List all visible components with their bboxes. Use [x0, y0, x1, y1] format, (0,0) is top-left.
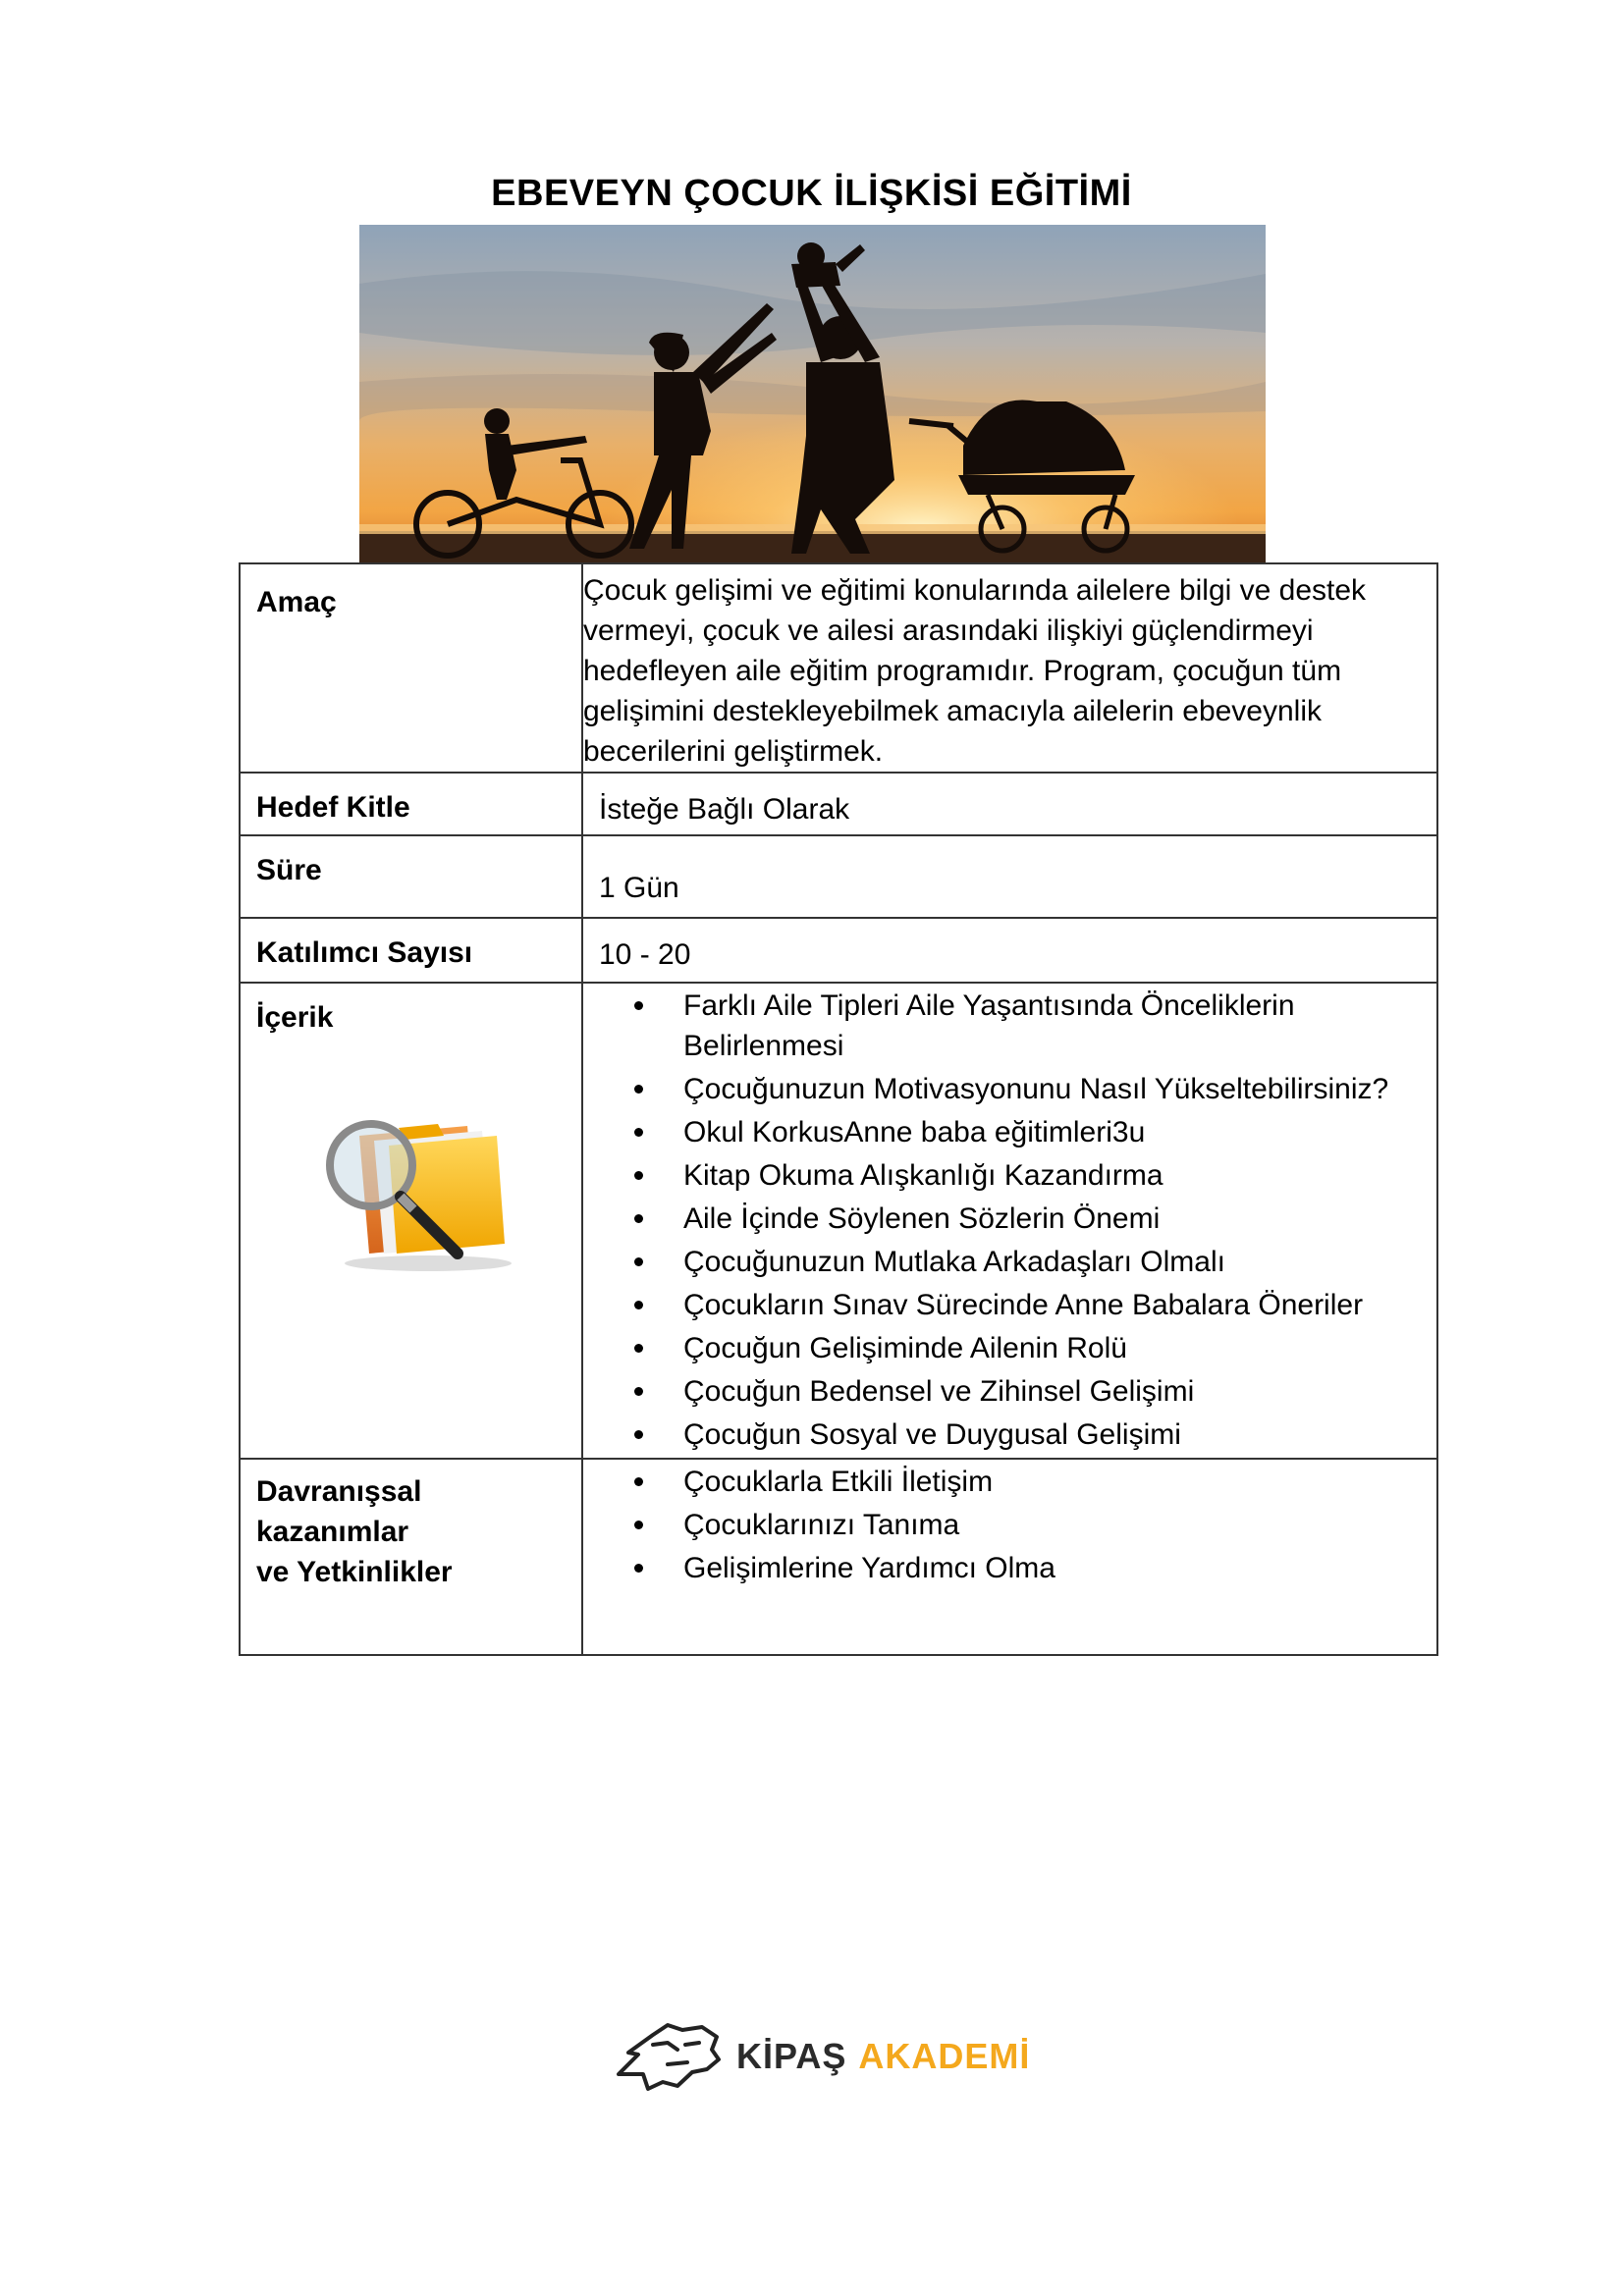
amac-text: Çocuk gelişimi ve eğitimi konularında ailelere bilgi ve destek vermeyi, çocuk ve ailesi arasındaki ilişkiyi güçlendirmeyi hedefleyen aile eğitim programıdır. Program, çocuğun tüm gelişimini destekleyebilmek amacıyla ailelerin ebeveynlik becerilerini geliştirmek.: [583, 574, 1367, 768]
lion-head-logo-icon: [609, 2015, 727, 2099]
value-amac: [582, 563, 1437, 773]
list-item: Kitap Okuma Alışkanlığı Kazandırma: [634, 1155, 1436, 1196]
icerik-list: [583, 986, 1436, 1455]
label-icerik-cell: [240, 983, 582, 1459]
kipas-akademi-logo: [609, 2017, 1030, 2096]
hedef-text: İsteğe Bağlı Olarak: [599, 793, 850, 826]
label-davranissal: [240, 1459, 582, 1655]
value-hedef: [582, 773, 1437, 835]
row-amac: [240, 563, 1437, 773]
list-item: Çocuğunuzun Motivasyonunu Nasıl Yükseltebilirsiniz?: [634, 1069, 1436, 1109]
value-davranissal: [582, 1459, 1437, 1655]
list-item: Çocuklarla Etkili İletişim: [634, 1462, 1436, 1502]
list-item: Çocuğun Sosyal ve Duygusal Gelişimi: [634, 1415, 1436, 1455]
list-item: Farklı Aile Tipleri Aile Yaşantısında Önceliklerin Belirlenmesi: [634, 986, 1436, 1066]
page-title: EBEVEYN ÇOCUK İLİŞKİSİ EĞİTİMİ: [491, 173, 1132, 214]
davranissal-list: [583, 1462, 1436, 1588]
list-item: Çocuğun Bedensel ve Zihinsel Gelişimi: [634, 1371, 1436, 1412]
list-item: Aile İçinde Söylenen Sözlerin Önemi: [634, 1199, 1436, 1239]
list-item: Çocukların Sınav Sürecinde Anne Babalara Öneriler: [634, 1285, 1436, 1325]
label-hedef: Hedef Kitle: [240, 773, 582, 835]
list-item: Çocuğun Gelişiminde Ailenin Rolü: [634, 1328, 1436, 1368]
row-hedef: [240, 773, 1437, 835]
info-table: [239, 562, 1438, 1656]
label-davranissal-line1: Davranışsal kazanımlar: [256, 1475, 422, 1548]
label-sure: Süre: [240, 835, 582, 918]
list-item: Okul KorkusAnne baba eğitimleri3u: [634, 1112, 1436, 1152]
value-sure: [582, 835, 1437, 918]
value-katilimci: [582, 918, 1437, 983]
family-sunset-photo: [359, 225, 1266, 562]
label-amac: Amaç: [240, 563, 582, 773]
row-davranissal: [240, 1459, 1437, 1655]
logo-text-kipas: KİPAŞ: [736, 2036, 847, 2076]
row-sure: [240, 835, 1437, 918]
list-item: Gelişimlerine Yardımcı Olma: [634, 1548, 1436, 1588]
list-item: Çocuğunuzun Mutlaka Arkadaşları Olmalı: [634, 1242, 1436, 1282]
label-davranissal-line2: ve Yetkinlikler: [256, 1556, 453, 1588]
value-icerik: [582, 983, 1437, 1459]
label-katilimci: Katılımcı Sayısı: [240, 918, 582, 983]
logo-text-akademi: AKADEMİ: [858, 2036, 1031, 2076]
list-item: Çocuklarınızı Tanıma: [634, 1505, 1436, 1545]
folder-magnifier-icon: [320, 1106, 516, 1273]
label-icerik: İçerik: [256, 1001, 334, 1034]
katilimci-text: 10 - 20: [599, 938, 691, 971]
row-icerik: [240, 983, 1437, 1459]
row-katilimci: [240, 918, 1437, 983]
sure-text: 1 Gün: [599, 872, 679, 904]
